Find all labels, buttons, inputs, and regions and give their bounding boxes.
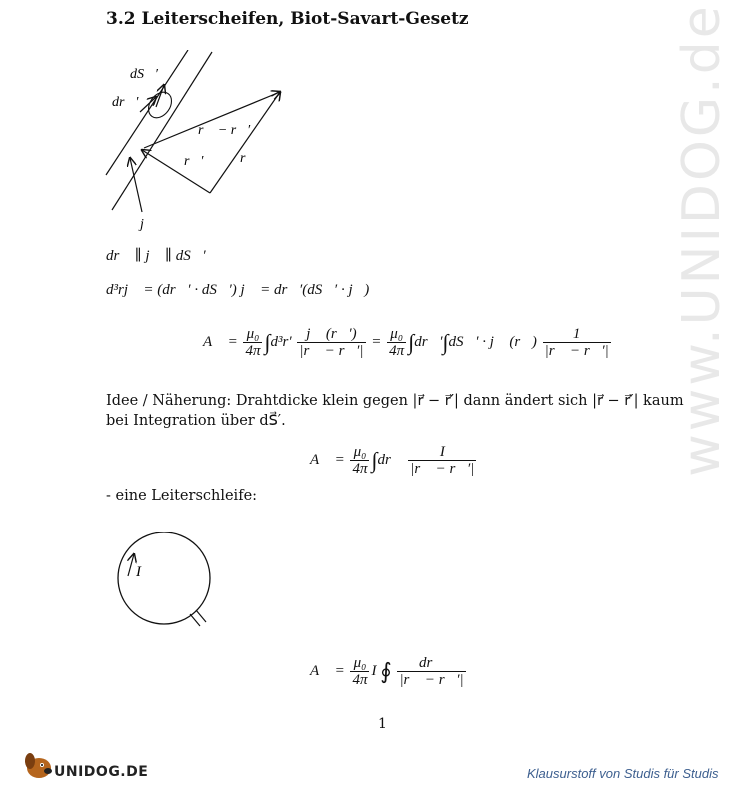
watermark: www.UNIDOG.de xyxy=(672,3,732,477)
integral-sign: ∫ xyxy=(442,329,449,355)
equals-sign: = xyxy=(371,333,382,350)
A-lhs: A⃗ = xyxy=(203,333,238,350)
current-loop-figure xyxy=(112,532,222,632)
A-lhs: A⃗ = xyxy=(310,662,345,679)
line-element-over-distance xyxy=(397,655,465,688)
numerator: μ₀ xyxy=(353,444,367,460)
current-density-fraction xyxy=(297,326,365,359)
numerator: j⃗ (r⃗′) xyxy=(306,326,357,342)
loop-lead-2 xyxy=(196,610,206,622)
equation-line-approx xyxy=(310,444,478,477)
equation-parallel: dr⃗ ∥ j⃗ ∥ dS⃗′ xyxy=(106,248,206,264)
label-r-prime: r⃗′ xyxy=(184,154,204,169)
current-label: I xyxy=(136,564,141,580)
loop-caption: - eine Leiterschleife: xyxy=(106,488,258,504)
denominator: 4π xyxy=(352,672,368,688)
line-element: dr⃗ xyxy=(377,451,403,468)
line-element: dr⃗′ xyxy=(414,333,443,350)
mu0-over-4pi xyxy=(350,655,369,688)
label-r-minus-r-prime: r⃗ − r⃗′ xyxy=(198,123,251,138)
integral-sign: ∫ xyxy=(408,329,415,355)
current-over-distance xyxy=(408,444,476,477)
inverse-distance-fraction xyxy=(543,326,611,359)
volume-element: d³r′ xyxy=(270,333,292,350)
numerator: dr⃗ xyxy=(419,655,445,671)
mu0-over-4pi xyxy=(350,444,369,477)
equation-closed-loop xyxy=(310,655,468,688)
loop-lead-1 xyxy=(190,614,200,626)
label-dr: dr⃗′ xyxy=(112,95,139,110)
numerator: I xyxy=(439,444,445,460)
surface-term: dS⃗′ · j⃗ (r⃗) xyxy=(448,333,537,350)
wire-edge-right xyxy=(112,52,212,210)
paragraph-idea-continued: bei Integration über dS⃗′. xyxy=(106,413,286,429)
denominator: |r⃗ − r⃗′| xyxy=(299,343,364,359)
numerator: μ₀ xyxy=(353,655,367,671)
r-arrow xyxy=(210,92,280,193)
paragraph-idea: Idee / Näherung: Drahtdicke klein gegen |r⃗ − r⃗′| dann ändert sich |r⃗ − r⃗′| kaum xyxy=(106,393,684,409)
integral-sign: ∫ xyxy=(371,447,378,473)
denominator: |r⃗ − r⃗′| xyxy=(544,343,609,359)
section-heading: 3.2 Leiterscheifen, Biot-Savart-Gesetz xyxy=(106,9,469,29)
denominator: 4π xyxy=(245,343,261,359)
numerator: μ₀ xyxy=(390,326,404,342)
mu0-over-4pi xyxy=(243,326,262,359)
integral-sign: ∫ xyxy=(264,329,271,355)
dr-arrow xyxy=(140,97,156,112)
label-r: r⃗ xyxy=(240,151,257,166)
r-minus-r-prime-arrow xyxy=(144,92,280,148)
denominator: 4π xyxy=(389,343,405,359)
current-arrow xyxy=(128,554,134,576)
logo-text: UNIDOG.DE xyxy=(54,764,149,780)
denominator: 4π xyxy=(352,461,368,477)
equation-vector-potential xyxy=(203,326,613,359)
denominator: |r⃗ − r⃗′| xyxy=(410,461,475,477)
current-symbol: I xyxy=(371,662,377,679)
wire-vector-figure xyxy=(100,50,300,235)
equation-d3rj: d³rj⃗ = (dr⃗′ · dS⃗′) j⃗ = dr⃗′(dS⃗′ · j⃗) xyxy=(106,282,370,298)
A-lhs: A⃗ = xyxy=(310,451,345,468)
label-j: j⃗ xyxy=(140,217,155,232)
numerator: 1 xyxy=(572,326,581,342)
numerator: μ₀ xyxy=(246,326,260,342)
label-dS: dS⃗′ xyxy=(130,67,158,82)
denominator: |r⃗ − r⃗′| xyxy=(399,672,464,688)
mu0-over-4pi xyxy=(387,326,406,359)
contour-integral-sign: ∮ xyxy=(380,658,392,684)
dog-logo-icon xyxy=(22,748,56,782)
page-number: 1 xyxy=(378,716,387,732)
footer-tagline: Klausurstoff von Studis für Studis xyxy=(527,766,719,781)
